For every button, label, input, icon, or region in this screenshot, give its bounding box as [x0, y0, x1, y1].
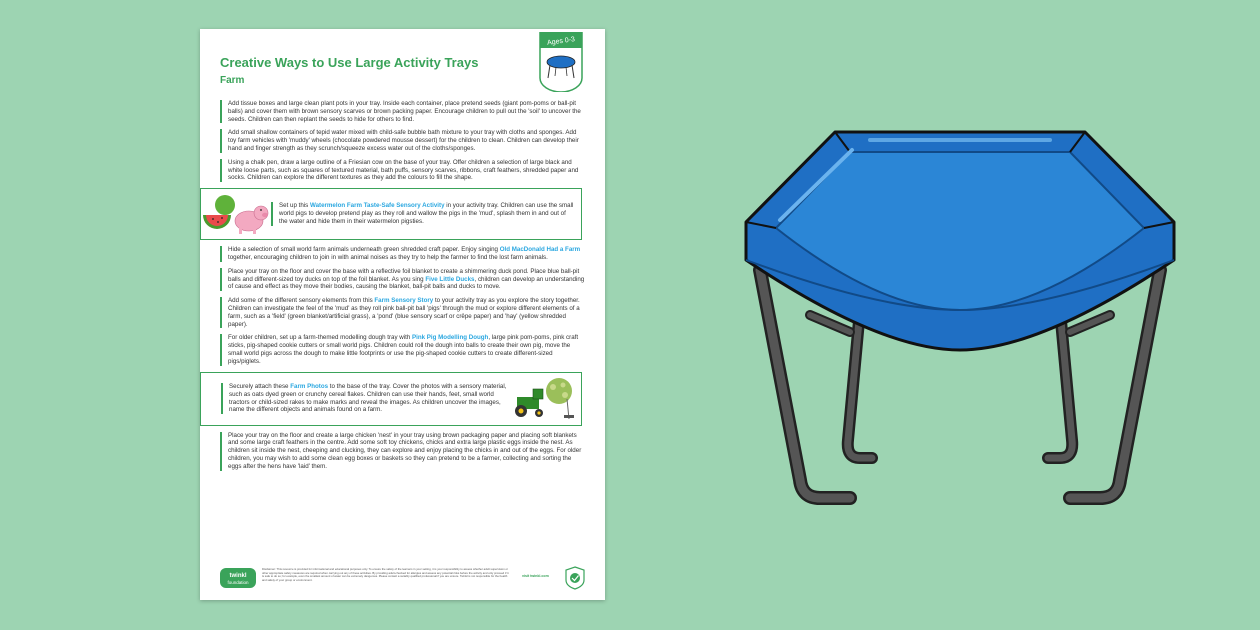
activity-item: Add small shallow containers of tepid water mixed with child-safe bubble bath mixture to your tray with cloths and sponges. Add toy farm vehicles with 'muddy' wheels (chocolate powdered mousse dessert) for the children to clean. Children can develop their hand and finger strength as they scrunch/squeeze excess water out of the cloths/sponges. — [220, 129, 586, 152]
twinkl-foundation-logo — [220, 568, 256, 588]
activity-item: Add tissue boxes and large clean plant pots in your tray. Inside each container, place pretend seeds (giant pom-poms or ball-pit balls) and cover them with brown sensory scarves or brown packing paper. Encourage children to pull out the 'soil' to uncover the seeds. Children can then replant the seeds to hide for others to find. — [220, 100, 586, 123]
activity-item: Place your tray on the floor and create a large chicken 'nest' in your tray using brown packaging paper and placing soft blankets and some large craft feathers in the centre. Add some soft toy chickens, chicks and extra large plastic eggs inside the nest. As children sit inside the nest, cheeping and clucking, they can explore and enjoy placing the chicks in and out of the eggs. For older children, you may wish to add some clean egg boxes or baskets so they can pretend to be a farmer, collecting and sorting the eggs after the hens have 'laid' them. — [220, 432, 586, 471]
activity-item: Using a chalk pen, draw a large outline of a Friesian cow on the base of your tray. Offer children a selection of large black and white loose parts, such as squares of textured material, bath puffs, sensory scarves, ribbons, craft feathers, shredded paper and socks. Children can explore the different textures as they add the colours to fill the shape. — [220, 159, 586, 182]
five-little-ducks-link[interactable]: Five Little Ducks — [425, 275, 475, 283]
activity-item: Hide a selection of small world farm animals underneath green shredded craft paper. Enjoy singing Old MacDonald Had a Farm together, encouraging children to join in with animal noises as they try to help the farmer to find the lost farm animals. — [220, 246, 586, 262]
tractor-illustration — [507, 377, 581, 421]
farm-photos-link[interactable]: Farm Photos — [290, 382, 329, 390]
badge-label: Ages 0-3 — [546, 36, 576, 47]
svg-text:twinkl: twinkl — [229, 573, 247, 579]
page-footer — [200, 560, 605, 600]
old-macdonald-link[interactable]: Old MacDonald Had a Farm — [499, 246, 581, 254]
activity-item: Add some of the different sensory elements from this Farm Sensory Story to your activity tray as you explore the story together. Children can investigate the feel of the 'mud' as they roll pink ball-pit ball 'pigs' through the mud or explore different elements of a farm, such as a 'field' (green blanket/artificial grass), a 'pond' (blue sensory scarf or crêpe paper) and 'hay' (yellow shredded paper). — [220, 297, 586, 328]
farm-sensory-story-link[interactable]: Farm Sensory Story — [374, 297, 434, 305]
activity-item: Set up this Watermelon Farm Taste-Safe Sensory Activity in your activity tray. Children can use the small world pigs to develop pretend play as they roll and wallow the pigs in the 'mud', splash them in and out of the water and hide them in their watermelon pigsties. — [271, 202, 575, 225]
visit-twinkl-link[interactable]: visit twinkl.com — [522, 574, 549, 578]
disclaimer-text: Disclaimer: This resource is provided for informational and educational purposes only. To ensure the safety of the learners in your setting, it is your responsibility to assess whether adult supervision or other appropriate safety measures are required when carrying out any of these activities. By providing adult-checked for allergies and assess any potential risks before the activity and only proceed if it is safe to do so; for example, even the smallest amount of water can be extremely dangerous. Please contact a suitably qualified professional if you are unsure. Twinkl is not responsible for the health and safety of your group or environment. — [262, 567, 509, 582]
activity-tray-illustration — [740, 110, 1180, 520]
watermelon-pig-illustration — [201, 193, 271, 235]
activity-list — [220, 100, 586, 477]
activity-item: For older children, set up a farm-themed modelling dough tray with Pink Pig Modelling Dough, large pink pom-poms, pink craft sticks, pig-shaped cookie cutters or small world pigs. Children could roll the dough into balls to create their own pig, move the small world pigs across the dough to make little footprints or use the pig-shaped cookie cutters to create different-sized pigs/piglets. — [220, 334, 586, 365]
activity-item: Place your tray on the floor and cover the base with a reflective foil blanket to create a shimmering duck pond. Place blue ball-pit balls and different-sized toy ducks on top of the foil blanket. As you sing Five Little Ducks, children can develop an understanding of cause and effect as they move their bodies, causing the blanket, ball-pit balls and ducks to move. — [220, 268, 586, 291]
page-subtitle: Farm — [220, 75, 245, 86]
ages-badge — [536, 32, 586, 92]
watermelon-activity-link[interactable]: Watermelon Farm Taste-Safe Sensory Activity — [309, 202, 445, 210]
pink-pig-dough-link[interactable]: Pink Pig Modelling Dough — [412, 334, 489, 342]
quality-seal-icon — [564, 566, 586, 590]
featured-activity-watermelon — [200, 188, 582, 240]
document-page — [200, 29, 605, 600]
activity-item: Securely attach these Farm Photos to the base of the tray. Cover the photos with a sensory material, such as oats dyed green or crunchy cereal flakes. Children can use their hands, feet, small world tractors or child-sized rakes to make marks and reveal the images. As children uncover the images, name the different objects and animals found on a farm. — [221, 383, 507, 414]
featured-activity-farm-photos — [200, 372, 582, 426]
svg-text:foundation: foundation — [227, 580, 249, 585]
page-title: Creative Ways to Use Large Activity Trays — [220, 55, 479, 70]
